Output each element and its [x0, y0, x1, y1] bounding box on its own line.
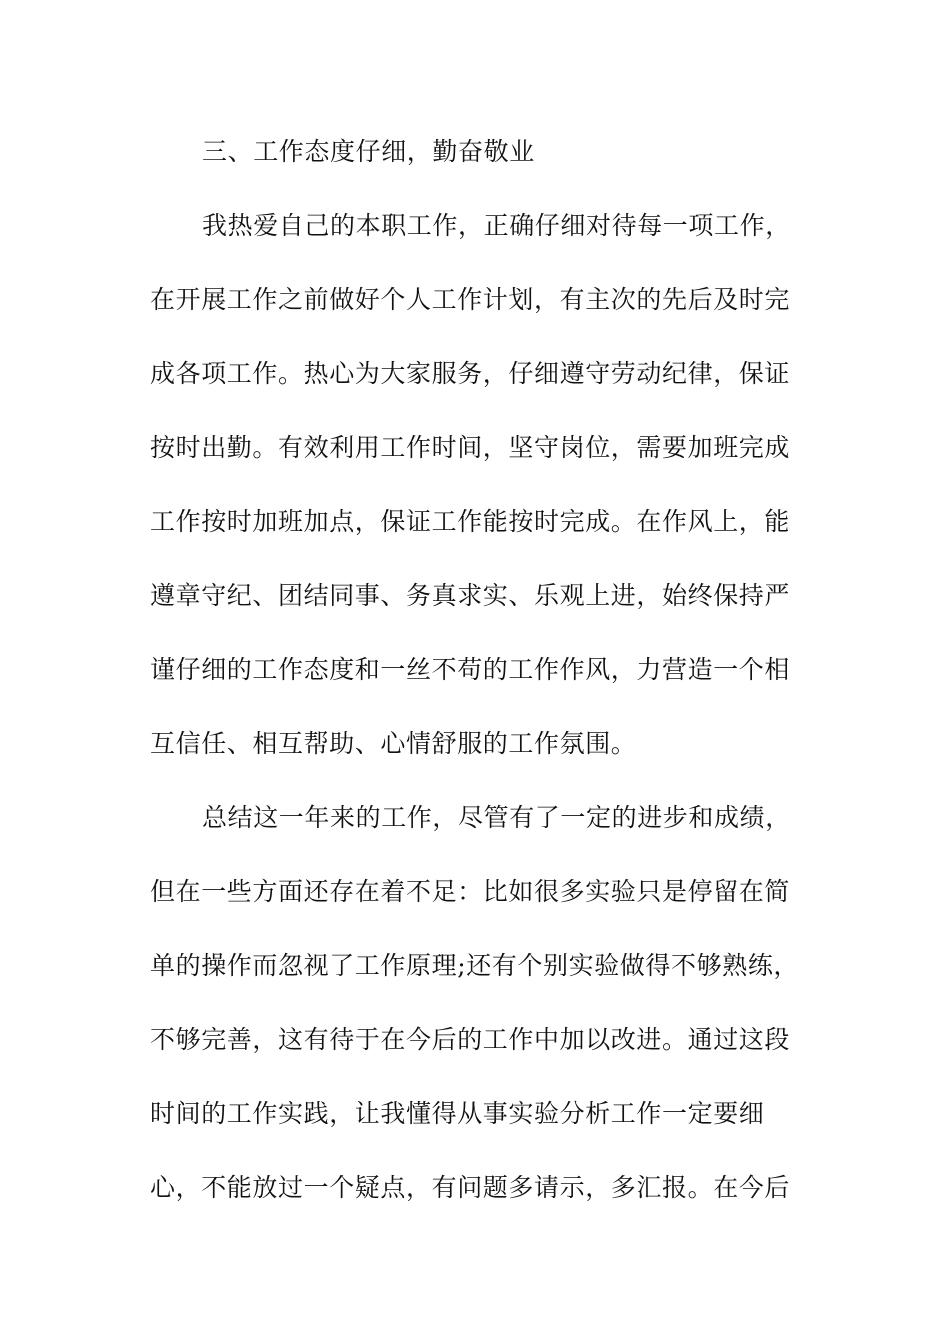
paragraph-line: 单的操作而忽视了工作原理;还有个别实验做得不够熟练， [150, 951, 800, 980]
paragraph-line: 我热爱自己的本职工作，正确仔细对待每一项工作， [202, 211, 791, 240]
section-heading: 三、工作态度仔细，勤奋敬业 [202, 137, 535, 166]
paragraph-line: 遵章守纪、团结同事、务真求实、乐观上进，始终保持严 [150, 581, 791, 610]
paragraph-line: 心，不能放过一个疑点，有问题多请示，多汇报。在今后 [150, 1173, 791, 1202]
paragraph-line: 互信任、相互帮助、心情舒服的工作氛围。 [150, 729, 637, 758]
paragraph-line: 在开展工作之前做好个人工作计划，有主次的先后及时完 [150, 285, 791, 314]
paragraph-line: 总结这一年来的工作，尽管有了一定的进步和成绩， [202, 803, 791, 832]
paragraph-line: 时间的工作实践，让我懂得从事实验分析工作一定要细 [150, 1099, 765, 1128]
paragraph-line: 谨仔细的工作态度和一丝不苟的工作作风，力营造一个相 [150, 655, 791, 684]
paragraph-line: 工作按时加班加点，保证工作能按时完成。在作风上，能 [150, 507, 791, 536]
paragraph-line: 不够完善，这有待于在今后的工作中加以改进。通过这段 [150, 1025, 791, 1054]
paragraph-line: 按时出勤。有效利用工作时间，坚守岗位，需要加班完成 [150, 433, 791, 462]
paragraph-line: 但在一些方面还存在着不足：比如很多实验只是停留在简 [150, 877, 791, 906]
paragraph-line: 成各项工作。热心为大家服务，仔细遵守劳动纪律，保证 [150, 359, 791, 388]
